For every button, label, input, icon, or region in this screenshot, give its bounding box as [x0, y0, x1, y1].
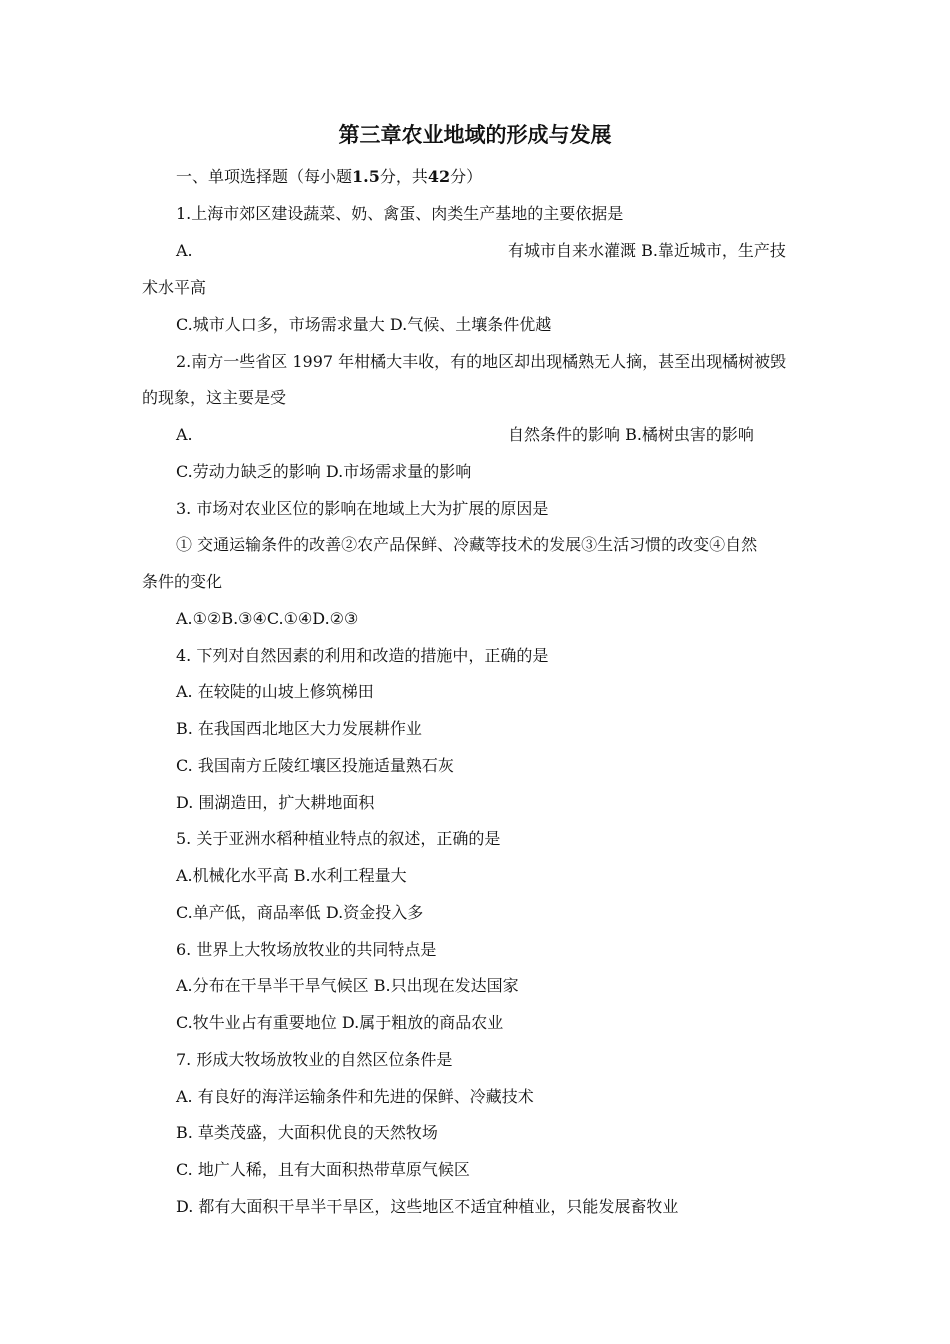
- question-2-stem-cont: 的现象，这主要是受: [142, 388, 287, 407]
- question-2-stem: 2.南方一些省区 1997 年柑橘大丰收，有的地区却出现橘熟无人摘，甚至出现橘树被毁: [176, 352, 787, 371]
- question-4-stem: 4. 下列对自然因素的利用和改造的措施中，正确的是: [176, 646, 549, 665]
- question-1-stem: 1.上海市郊区建设蔬菜、奶、禽蛋、肉类生产基地的主要依据是: [176, 204, 624, 223]
- page-title: 第三章农业地域的形成与发展: [338, 123, 612, 147]
- points-per-question: 1.5: [352, 167, 380, 186]
- question-2-options-cd: C.劳动力缺乏的影响 D.市场需求量的影响: [176, 462, 472, 481]
- question-4-option-d: D. 围湖造田，扩大耕地面积: [176, 793, 375, 812]
- total-points: 42: [427, 167, 451, 186]
- question-6-stem: 6. 世界上大牧场放牧业的共同特点是: [176, 940, 437, 959]
- question-7-option-d: D. 都有大面积干旱半干旱区，这些地区不适宜种植业，只能发展畜牧业: [176, 1197, 679, 1216]
- section-heading: 一、单项选择题（每小题1.5分，共42分）: [176, 167, 483, 186]
- question-6-options-cd: C.牧牛业占有重要地位 D.属于粗放的商品农业: [176, 1013, 504, 1032]
- question-7-option-c: C. 地广人稀，且有大面积热带草原气候区: [176, 1160, 470, 1179]
- question-3-items-cont: 条件的变化: [142, 572, 223, 591]
- question-1-options-cd: C.城市人口多，市场需求量大 D.气候、土壤条件优越: [176, 315, 552, 334]
- question-3-items: ① 交通运输条件的改善②农产品保鲜、冷藏等技术的发展③生活习惯的改变④自然: [176, 535, 758, 554]
- question-4-option-b: B. 在我国西北地区大力发展耕作业: [176, 719, 422, 738]
- question-3-stem: 3. 市场对农业区位的影响在地域上大为扩展的原因是: [176, 499, 549, 518]
- question-1-option-a-cont: 术水平高: [142, 278, 207, 297]
- question-6-options-ab: A.分布在干旱半干旱气候区 B.只出现在发达国家: [176, 976, 519, 995]
- question-5-options-cd: C.单产低，商品率低 D.资金投入多: [176, 903, 424, 922]
- question-3-options: A.①②B.③④C.①④D.②③: [176, 609, 359, 628]
- question-1-option-a-label: A.: [176, 241, 193, 260]
- question-7-option-b: B. 草类茂盛，大面积优良的天然牧场: [176, 1123, 438, 1142]
- question-4-option-a: A. 在较陡的山坡上修筑梯田: [176, 682, 374, 701]
- question-7-option-a: A. 有良好的海洋运输条件和先进的保鲜、冷藏技术: [176, 1087, 534, 1106]
- question-2-option-a-label: A.: [176, 425, 193, 444]
- question-4-option-c: C. 我国南方丘陵红壤区投施适量熟石灰: [176, 756, 454, 775]
- question-2-option-a: 自然条件的影响 B.橘树虫害的影响: [508, 425, 754, 444]
- question-1-option-a: 有城市自来水灌溉 B.靠近城市，生产技: [508, 241, 786, 260]
- question-7-stem: 7. 形成大牧场放牧业的自然区位条件是: [176, 1050, 453, 1069]
- question-5-options-ab: A.机械化水平高 B.水利工程量大: [176, 866, 407, 885]
- question-5-stem: 5. 关于亚洲水稻种植业特点的叙述，正确的是: [176, 829, 501, 848]
